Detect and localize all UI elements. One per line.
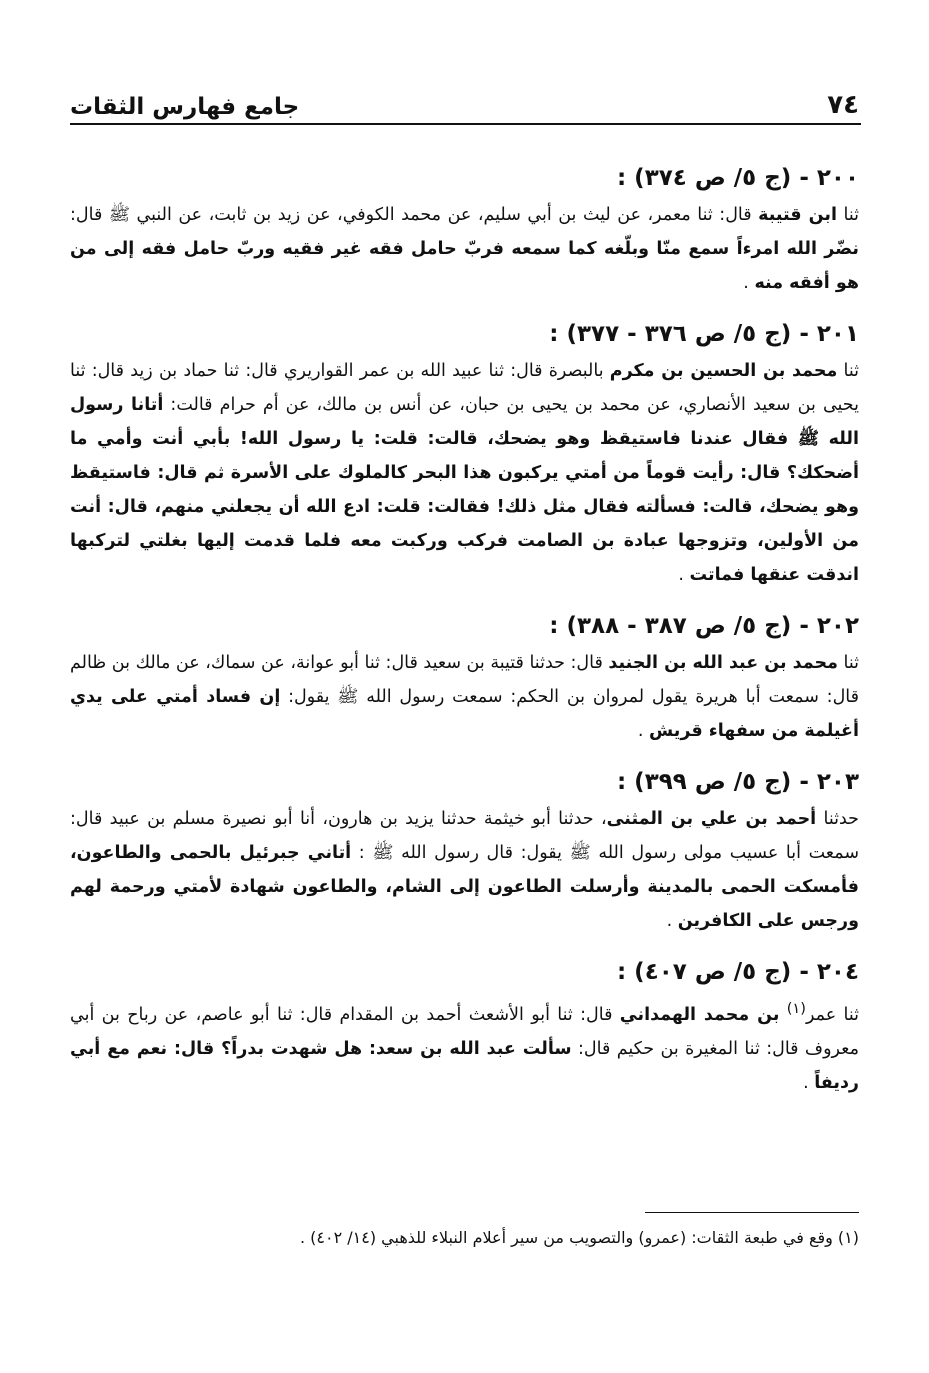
page-number: ٧٤ [827,90,859,120]
text-run: حدثنا [816,809,859,829]
entry [70,606,859,748]
entry-text [70,992,859,1100]
text-run: . [743,273,755,293]
hadith-text: أتانا رسول الله ﷺ فقال عندنا فاستيقظ وهو يضحك، قالت: قلت: يا رسول الله! بأبي أنت وأمي ما أضحكك؟ قال: رأيت قوماً من أمتي يركبون هذا البحر كالملوك على الأسرة ثم قال: فاستيقظ وهو يضحك، قالت: فسألته فقال مثل ذلك! فقالت: قلت: ادع الله أن يجعلني منهم، قال: أنت من الأولين، وتزوجها عبادة بن الصامت فركب وركبت معه فلما قدمت إليها بغلتي لتركبها اندقت عنقها فماتت [70,395,859,585]
entry [70,952,859,1100]
hadith-text: نضّر الله امرءاً سمع منّا وبلّغه كما سمعه فربّ حامل فقه غير فقيه وربّ حامل فقه إلى من هو أفقه منه [70,239,859,293]
text-run: ثنا عمر [805,1004,859,1025]
book-title: جامع فهارس الثقات [70,94,300,120]
text-run [779,1005,786,1025]
narrator-name: بن محمد الهمداني [619,1004,780,1025]
hadith-text: أتاني جبرئيل بالحمى والطاعون، فأمسكت الحمى بالمدينة وأرسلت الطاعون إلى الشام، والطاعون شهادة لأمتي ورحمة لهم ورجس على الكافرين [70,843,859,931]
entry-text [70,646,859,748]
footnote: (١) وقع في طبعة الثقات: (عمرو) والتصويب من سير أعلام النبلاء للذهبي (١٤/ ٤٠٢) . [299,1228,859,1247]
text-run: ، حدثنا أبو خيثمة حدثنا يزيد بن هارون، أنا أبو نصيرة مسلم بن عبيد قال: سمعت أبا عسيب مولى رسول الله ﷺ يقول: قال رسول الله ﷺ : [70,809,859,863]
entry-text [70,354,859,592]
text-run: . [666,911,678,931]
text-run: بالبصرة قال: ثنا عبيد الله بن عمر القواريري قال: ثنا حماد بن زيد قال: ثنا يحيى بن سعيد الأنصاري، عن محمد بن يحيى بن حبان، عن أنس بن مالك، عن أم حرام قالت: [70,361,859,415]
narrator-name: محمد بن عبد الله بن الجنيد [608,653,838,673]
entry-heading: ٢٠٢ - (ج ٥/ ص ٣٨٧ - ٣٨٨) : [549,613,859,639]
entry-heading: ٢٠١ - (ج ٥/ ص ٣٧٦ - ٣٧٧) : [549,321,859,347]
narrator-name: أحمد بن علي بن المثنى [606,809,817,829]
text-run: . [803,1072,815,1093]
narrator-name: ابن قتيبة [758,205,837,225]
text-run: قال: حدثنا قتيبة بن سعيد قال: ثنا أبو عوانة، عن سماك، عن مالك بن ظالم قال: سمعت أبا هريرة يقول لمروان بن الحكم: سمعت رسول الله ﷺ يقول: [70,653,859,707]
entry-text [70,198,859,300]
text-run: . [637,721,650,741]
hadith-text: سألت عبد الله بن سعد: هل شهدت بدراً؟ قال: نعم مع أبي رديفاً [70,1038,859,1093]
hadith-text: إن فساد أمتي على يدي أغيلمة من سفهاء قريش [70,687,859,741]
entry-heading: ٢٠٣ - (ج ٥/ ص ٣٩٩) : [616,769,859,795]
entry-heading: ٢٠٤ - (ج ٥/ ص ٤٠٧) : [616,959,859,985]
entries-body [70,158,859,1114]
entry-text [70,802,859,938]
header-rule [70,123,861,125]
entry [70,314,859,592]
footnote-marker: (١) [786,1000,806,1017]
running-header [70,84,859,120]
text-run: ثنا [837,361,859,381]
entry [70,762,859,938]
text-run: ثنا [837,205,860,225]
text-run: قال: ثنا معمر، عن ليث بن أبي سليم، عن محمد الكوفي، عن زيد بن ثابت، عن النبي ﷺ قال: [70,205,759,225]
footnote-rule [645,1212,859,1213]
text-run: قال: ثنا أبو الأشعث أحمد بن المقدام قال: ثنا أبو عاصم، عن رباح بن أبي معروف قال: ثنا المغيرة بن حكيم قال: [70,1004,859,1059]
entry-heading: ٢٠٠ - (ج ٥/ ص ٣٧٤) : [616,165,859,191]
text-run: . [678,565,690,585]
entry [70,158,859,300]
narrator-name: محمد بن الحسين بن مكرم [609,361,838,381]
text-run: ثنا [837,653,860,673]
